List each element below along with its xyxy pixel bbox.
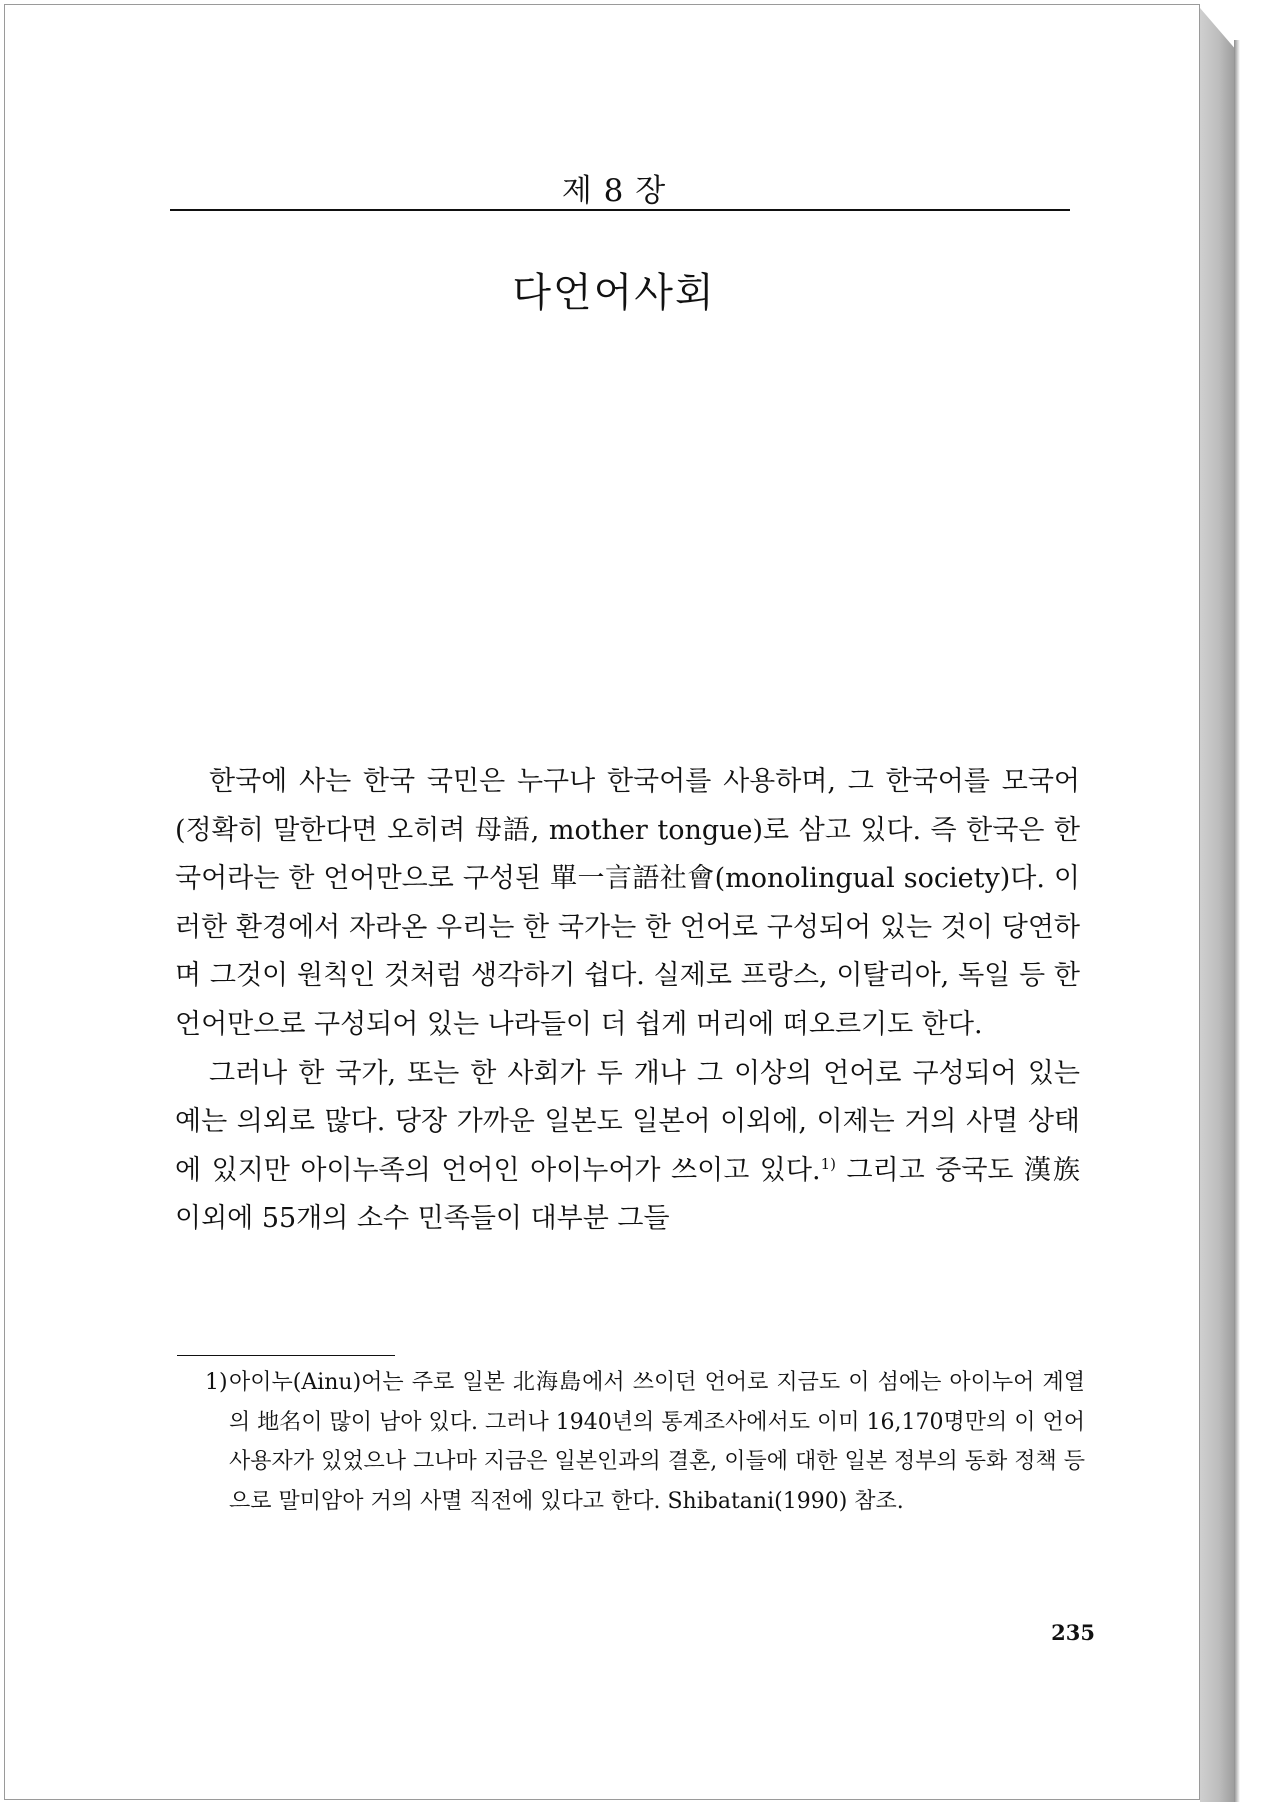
body-text: [175, 758, 1080, 1244]
page-number: 235: [1051, 1620, 1095, 1645]
chapter-number: 제 8 장: [561, 173, 667, 209]
footnote-text: 아이누(Ainu)어는 주로 일본 北海島에서 쓰이던 언어로 지금도 이 섬에는 아이누어 계열의 地名이 많이 남아 있다. 그러나 1940년의 통계조사에서도 이미 16,170명만의 이 언어 사용자가 있었으나 그나마 지금은 일본인과의 결혼, 이들에 대한 일본 정부의 동화 정책 등으로 말미암아 거의 사멸 직전에 있다고 한다. Shibatani(1990) 참조.: [229, 1370, 1086, 1514]
page-stack-shadow: [1234, 40, 1240, 1802]
paragraph-2-text-b: 그리고 중국도 漢族 이외에 55개의 소수 민족들이 대부분 그들: [175, 1154, 1080, 1235]
paragraph-2-text-a: 그러나 한 국가, 또는 한 사회가 두 개나 그 이상의 언어로 구성되어 있는 예는 의외로 많다. 당장 가까운 일본도 일본어 이외에, 이제는 거의 사멸 상태에 있지만 아이누족의 언어인 아이누어가 쓰이고 있다.: [175, 1057, 1080, 1186]
footnote: [205, 1363, 1085, 1521]
chapter-rule: [170, 209, 1070, 211]
book-page: [4, 4, 1200, 1800]
paragraph-1: 한국에 사는 한국 국민은 누구나 한국어를 사용하며, 그 한국어를 모국어(정확히 말한다면 오히려 母語, mother tongue)로 삼고 있다. 즉 한국은 한국어라는 한 언어만으로 구성된 單一言語社會(monolingual society)다. 이러한 환경에서 자라온 우리는 한 국가는 한 언어로 구성되어 있는 것이 당연하며 그것이 원칙인 것처럼 생각하기 쉽다. 실제로 프랑스, 이탈리아, 독일 등 한 언어만으로 구성되어 있는 나라들이 더 쉽게 머리에 떠오르기도 한다.: [175, 766, 1080, 1040]
footnote-marker: 1): [205, 1370, 228, 1395]
paragraph-2: [175, 1050, 1080, 1244]
page-stack-edge: [1200, 8, 1234, 1802]
footnote-rule: [177, 1355, 395, 1356]
chapter-title: 다언어사회: [512, 270, 716, 316]
footnote-reference: 1): [820, 1154, 836, 1173]
